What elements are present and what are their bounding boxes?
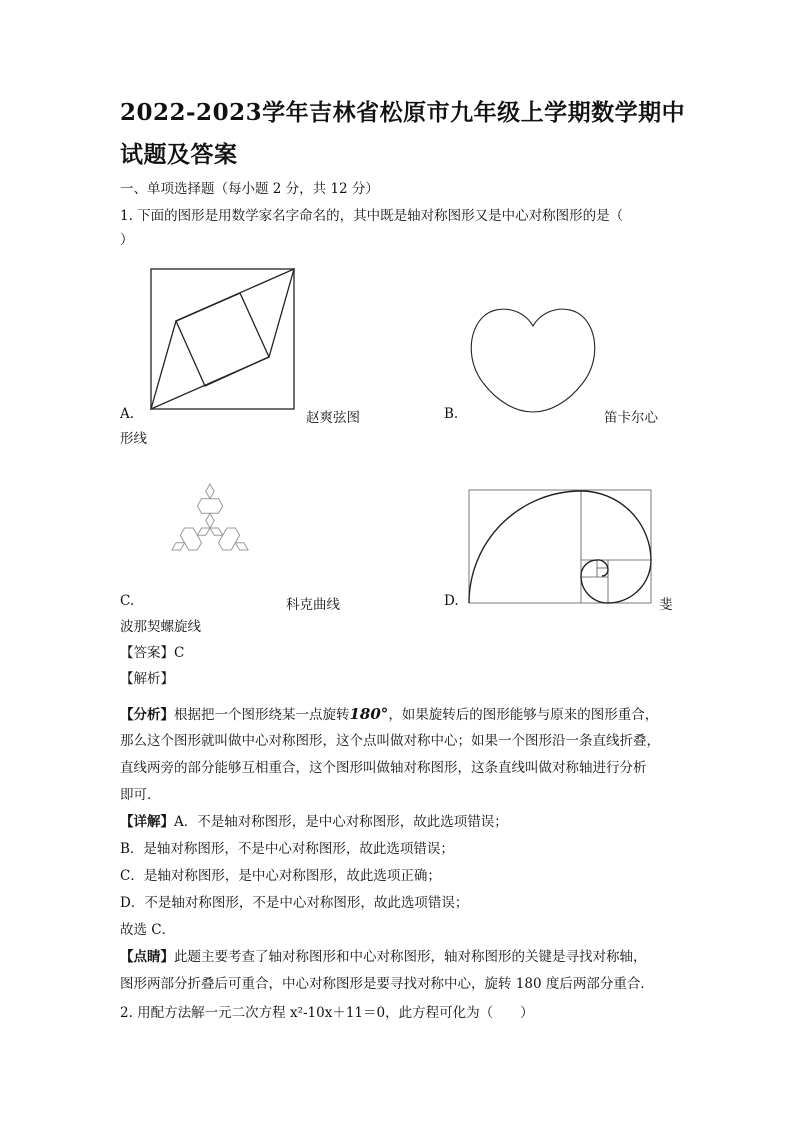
detail-line-c: C．是轴对称图形，是中心对称图形，故此选项正确； [120,868,441,884]
figure-b-cardioid [468,302,598,414]
fenxi-line-1 [120,705,658,724]
detail-line-b: B．是轴对称图形，不是中心对称图形，故此选项错误； [120,841,454,857]
option-b-letter: B. [444,406,459,422]
option-d-letter: D. [444,593,459,609]
section-heading: 一、单项选择题（每小题 2 分，共 12 分） [120,181,379,197]
dianjing-text-1: 此题主要考查了轴对称图形和中心对称图形，轴对称图形的关键是寻找对称轴， [174,949,647,965]
detail-line-d: D．不是轴对称图形，不是中心对称图形，故此选项错误； [120,895,469,911]
fenxi-line-4: 即可． [120,787,161,803]
jiexi-tag: 【解析】 [120,671,174,687]
page-title: 2022-2023学年吉林省松原市九年级上学期数学期中试题及答案 [120,99,686,168]
answer-tag: 【答案】 [120,645,174,661]
answer-value: C [174,645,185,661]
option-d-name-part2: 波那契螺旋线 [120,619,201,635]
detail-line-a [120,813,508,831]
fenxi-text-1b: ，如果旋转后的图形能够与原来的图形重合， [388,707,659,723]
option-b-name-part2: 形线 [120,431,147,447]
figure-d-fibonacci-spiral [467,488,653,606]
xiangjie-tag: 【详解】 [120,814,174,830]
option-c-letter: C. [120,593,135,609]
figure-c-koch-snowflake [145,458,275,592]
fenxi-line-3: 直线两旁的部分能够互相重合，这个图形叫做轴对称图形，这条直线叫做对称轴进行分析 [120,760,647,776]
dianjing-tag: 【点睛】 [120,949,174,965]
option-a-name: 赵爽弦图 [306,410,360,426]
fenxi-tag: 【分析】 [120,707,174,723]
detail-a: A．不是轴对称图形，是中心对称图形，故此选项错误； [174,814,508,830]
fenxi-line-2: 那么这个图形就叫做中心对称图形，这个点叫做对称中心；如果一个图形沿一条直线折叠， [120,733,660,749]
option-c-name: 科克曲线 [286,597,340,613]
answer-line [120,644,184,662]
question-2-stem: 2. 用配方法解一元二次方程 x²-10x＋11＝0，此方程可化为（ ） [120,1005,534,1021]
dianjing-line-2: 图形两部分折叠后可重合，中心对称图形是要寻找对称中心，旋转 180 度后两部分重合． [120,976,654,992]
fenxi-degree: 180° [349,705,389,723]
option-b-name-part1: 笛卡尔心 [604,410,658,426]
figure-a-zhaoshuang-diagram [148,266,298,412]
question-1-stem-end: ） [120,232,134,248]
option-d-name-part1: 斐 [659,597,673,613]
question-1-stem: 1. 下面的图形是用数学家名字命名的，其中既是轴对称图形又是中心对称图形的是（ [120,208,624,224]
option-a-letter: A. [120,406,135,422]
dianjing-line-1 [120,948,647,966]
choose-line: 故选 C． [120,922,176,938]
fenxi-text-1a: 根据把一个图形绕某一点旋转 [174,707,350,723]
